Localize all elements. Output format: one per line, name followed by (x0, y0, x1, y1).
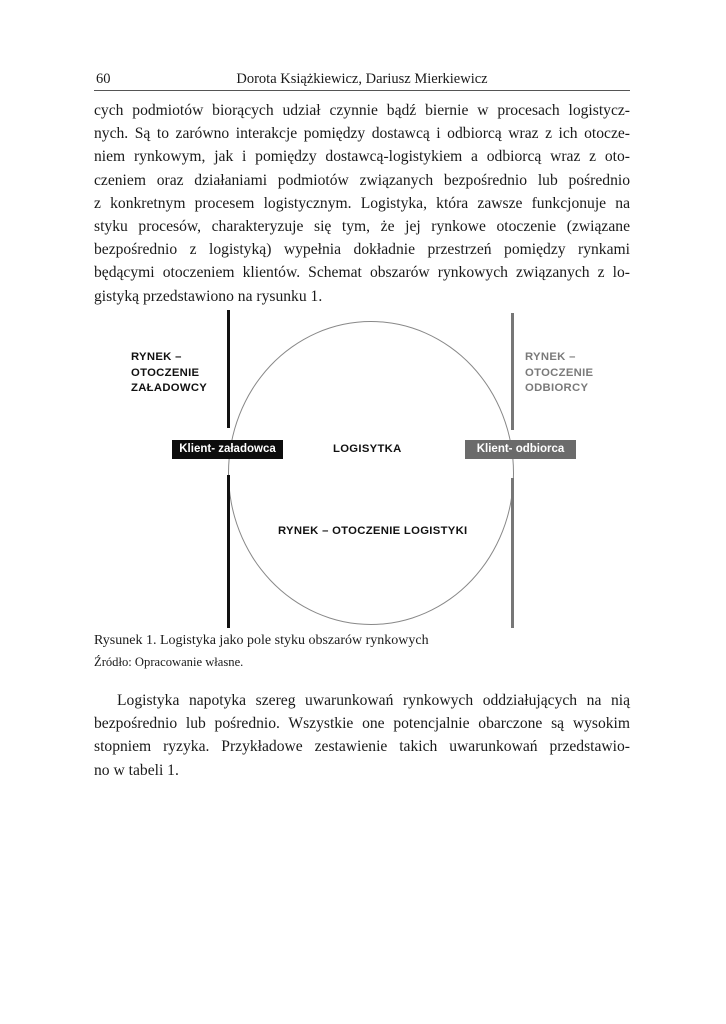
text-line: styku procesów, charakteryzuje się tym, że jej rynkowe otoczenie (związane (94, 218, 630, 236)
logistics-center-label: LOGISYTKA (333, 443, 402, 455)
text-line: gistyką przedstawiono na rysunku 1. (94, 287, 323, 305)
text-line: no w tabeli 1. (94, 761, 179, 779)
text-line: z konkretnym procesem logistycznym. Logistyka, która zawsze funkcjonuje na (94, 194, 630, 212)
label-line: RYNEK – (131, 351, 182, 363)
text-line: bezpośrednio lub pośrednio. Wszystkie one potencjalnie obarczone są wysokim (94, 715, 630, 733)
text-line: będącymi otoczeniem klientów. Schemat obszarów rynkowych związanych z lo- (94, 264, 630, 282)
text-line: czeniem oraz działaniami podmiotów związanych bezpośrednio lub pośrednio (94, 171, 630, 189)
right-divider-line-top (511, 313, 514, 430)
client-receiver-box: Klient- odbiorca (465, 440, 576, 459)
text-line: bezpośrednio z logistyką) wypełnia dokładnie przestrzeń pomiędzy rynkami (94, 241, 630, 259)
text-line: cych podmiotów biorących udział czynnie bądź biernie w procesach logistycz- (94, 102, 630, 119)
label-line: OTOCZENIE (525, 366, 594, 379)
running-title: Dorota Książkiewicz, Dariusz Mierkiewicz (236, 71, 488, 87)
figure-caption: Rysunek 1. Logistyka jako pole styku obszarów rynkowych (94, 633, 429, 648)
text-line: stopniem ryzyka. Przykładowe zestawienie takich uwarunkowań przedstawio- (94, 738, 630, 756)
label-line: RYNEK – (525, 351, 576, 363)
right-market-label (525, 350, 593, 397)
label-line: OTOCZENIE (131, 366, 200, 379)
text-line: niem rynkowym, jak i pomiędzy dostawcą-logistykiem a odbiorcą wraz z oto- (94, 148, 630, 166)
label-line: ZAŁADOWCY (131, 382, 208, 394)
text-line: Logistyka napotyka szereg uwarunkowań rynkowych oddziałujących na nią (117, 692, 630, 709)
left-divider-line-bottom (227, 475, 230, 628)
client-shipper-box: Klient- załadowca (172, 440, 283, 459)
left-divider-line-top (227, 310, 230, 428)
page-number: 60 (96, 71, 111, 87)
body-paragraph-1 (94, 99, 630, 308)
page-header (94, 68, 630, 91)
text-line: nych. Są to zarówno interakcje pomiędzy dostawcą i odbiorcą wraz z ich otocze- (94, 125, 630, 143)
figure-source: Źródło: Opracowanie własne. (94, 655, 244, 669)
left-market-label (131, 350, 207, 397)
body-paragraph-2 (94, 689, 630, 782)
label-line: ODBIORCY (525, 382, 589, 394)
right-divider-line-bottom (511, 478, 514, 628)
logistics-market-label: RYNEK – OTOCZENIE LOGISTYKI (278, 525, 468, 537)
logistics-circle (228, 321, 514, 625)
